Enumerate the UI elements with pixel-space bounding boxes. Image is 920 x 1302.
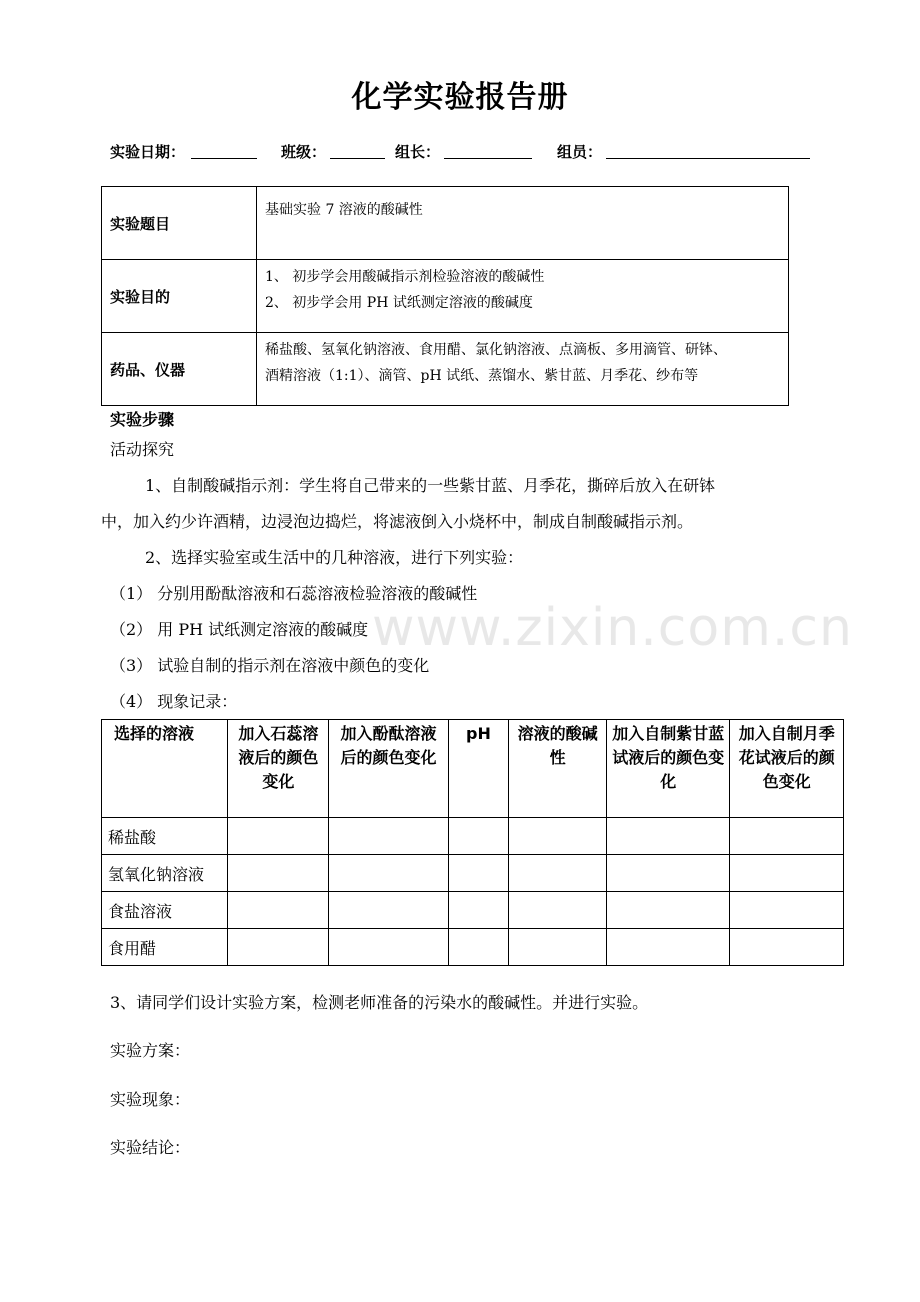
class-blank[interactable] [330,158,385,159]
header-ph: pH [448,720,509,818]
topic-row [102,187,789,260]
table-row [102,892,844,929]
step3: 3、请同学们设计实验方案，检测老师准备的污染水的酸碱性。并进行实验。 [110,993,649,1012]
record-table [101,719,844,966]
record-header-row [102,720,844,818]
leader-blank[interactable] [444,158,532,159]
table-cell[interactable] [509,892,607,929]
step2: 2、选择实验室或生活中的几种溶液，进行下列实验： [145,548,524,567]
step-item-3: （3） 试验自制的指示剂在溶液中颜色的变化 [110,656,430,675]
phenomenon-label: 实验现象： [110,1090,191,1109]
materials-line-2: 酒精溶液（1:1）、滴管、pH 试纸、蒸馏水、紫甘蓝、月季花、纱布等 [265,368,699,384]
table-cell[interactable] [730,855,844,892]
row-label: 食盐溶液 [102,892,228,929]
table-cell[interactable] [448,892,509,929]
table-cell[interactable] [329,855,448,892]
step-item-2: （2） 用 PH 试纸测定溶液的酸碱度 [110,620,369,639]
date-blank[interactable] [191,158,257,159]
conclusion-label: 实验结论： [110,1138,191,1157]
steps-heading: 实验步骤 [110,410,175,429]
table-cell[interactable] [730,818,844,855]
table-cell[interactable] [607,929,730,966]
table-row [102,929,844,966]
members-label: 组员： [557,143,603,161]
table-cell[interactable] [329,929,448,966]
plan-label: 实验方案： [110,1041,191,1060]
class-label: 班级： [281,143,327,161]
table-row [102,818,844,855]
table-cell[interactable] [607,818,730,855]
step-item-1: （1） 分别用酚酞溶液和石蕊溶液检验溶液的酸碱性 [110,584,478,603]
page-title: 化学实验报告册 [351,80,569,115]
materials-value [257,333,789,406]
table-cell[interactable] [607,892,730,929]
purpose-item-1: 1、 初步学会用酸碱指示剂检验溶液的酸碱性 [265,269,545,285]
header-acidity: 溶液的酸碱性 [509,720,607,818]
purpose-row [102,260,789,333]
table-cell[interactable] [228,929,329,966]
header-solution: 选择的溶液 [102,720,228,818]
info-table [101,186,789,406]
purpose-value [257,260,789,333]
table-cell[interactable] [448,855,509,892]
table-cell[interactable] [509,818,607,855]
table-cell[interactable] [509,855,607,892]
table-cell[interactable] [228,892,329,929]
purpose-label: 实验目的 [102,260,257,333]
table-cell[interactable] [730,929,844,966]
table-cell[interactable] [228,855,329,892]
table-row [102,855,844,892]
table-cell[interactable] [448,818,509,855]
step1-line1: 1、自制酸碱指示剂：学生将自己带来的一些紫甘蓝、月季花，撕碎后放入在研钵 [145,476,716,495]
materials-row [102,333,789,406]
table-cell[interactable] [730,892,844,929]
row-label: 稀盐酸 [102,818,228,855]
row-label: 食用醋 [102,929,228,966]
header-phenolphthalein: 加入酚酞溶液后的颜色变化 [329,720,448,818]
table-cell[interactable] [448,929,509,966]
watermark: www.zixin.com.cn [372,598,853,658]
steps-sub: 活动探究 [110,440,175,459]
materials-label: 药品、仪器 [102,333,257,406]
topic-value: 基础实验 7 溶液的酸碱性 [257,187,789,260]
members-blank[interactable] [606,158,810,159]
table-cell[interactable] [329,892,448,929]
header-cabbage: 加入自制紫甘蓝试液后的颜色变化 [607,720,730,818]
table-cell[interactable] [228,818,329,855]
step1-line2: 中，加入约少许酒精，边浸泡边捣烂，将滤液倒入小烧杯中，制成自制酸碱指示剂。 [101,512,694,531]
materials-line-1: 稀盐酸、氢氧化钠溶液、食用醋、氯化钠溶液、点滴板、多用滴管、研钵、 [265,342,727,358]
table-cell[interactable] [509,929,607,966]
table-cell[interactable] [329,818,448,855]
header-litmus: 加入石蕊溶液后的颜色变化 [228,720,329,818]
row-label: 氢氧化钠溶液 [102,855,228,892]
topic-label: 实验题目 [102,187,257,260]
step-item-4: （4） 现象记录： [110,692,238,711]
leader-label: 组长： [395,143,441,161]
table-cell[interactable] [607,855,730,892]
header-rose: 加入自制月季花试液后的颜色变化 [730,720,844,818]
date-label: 实验日期： [110,143,186,161]
purpose-item-2: 2、 初步学会用 PH 试纸测定溶液的酸碱度 [265,295,533,311]
